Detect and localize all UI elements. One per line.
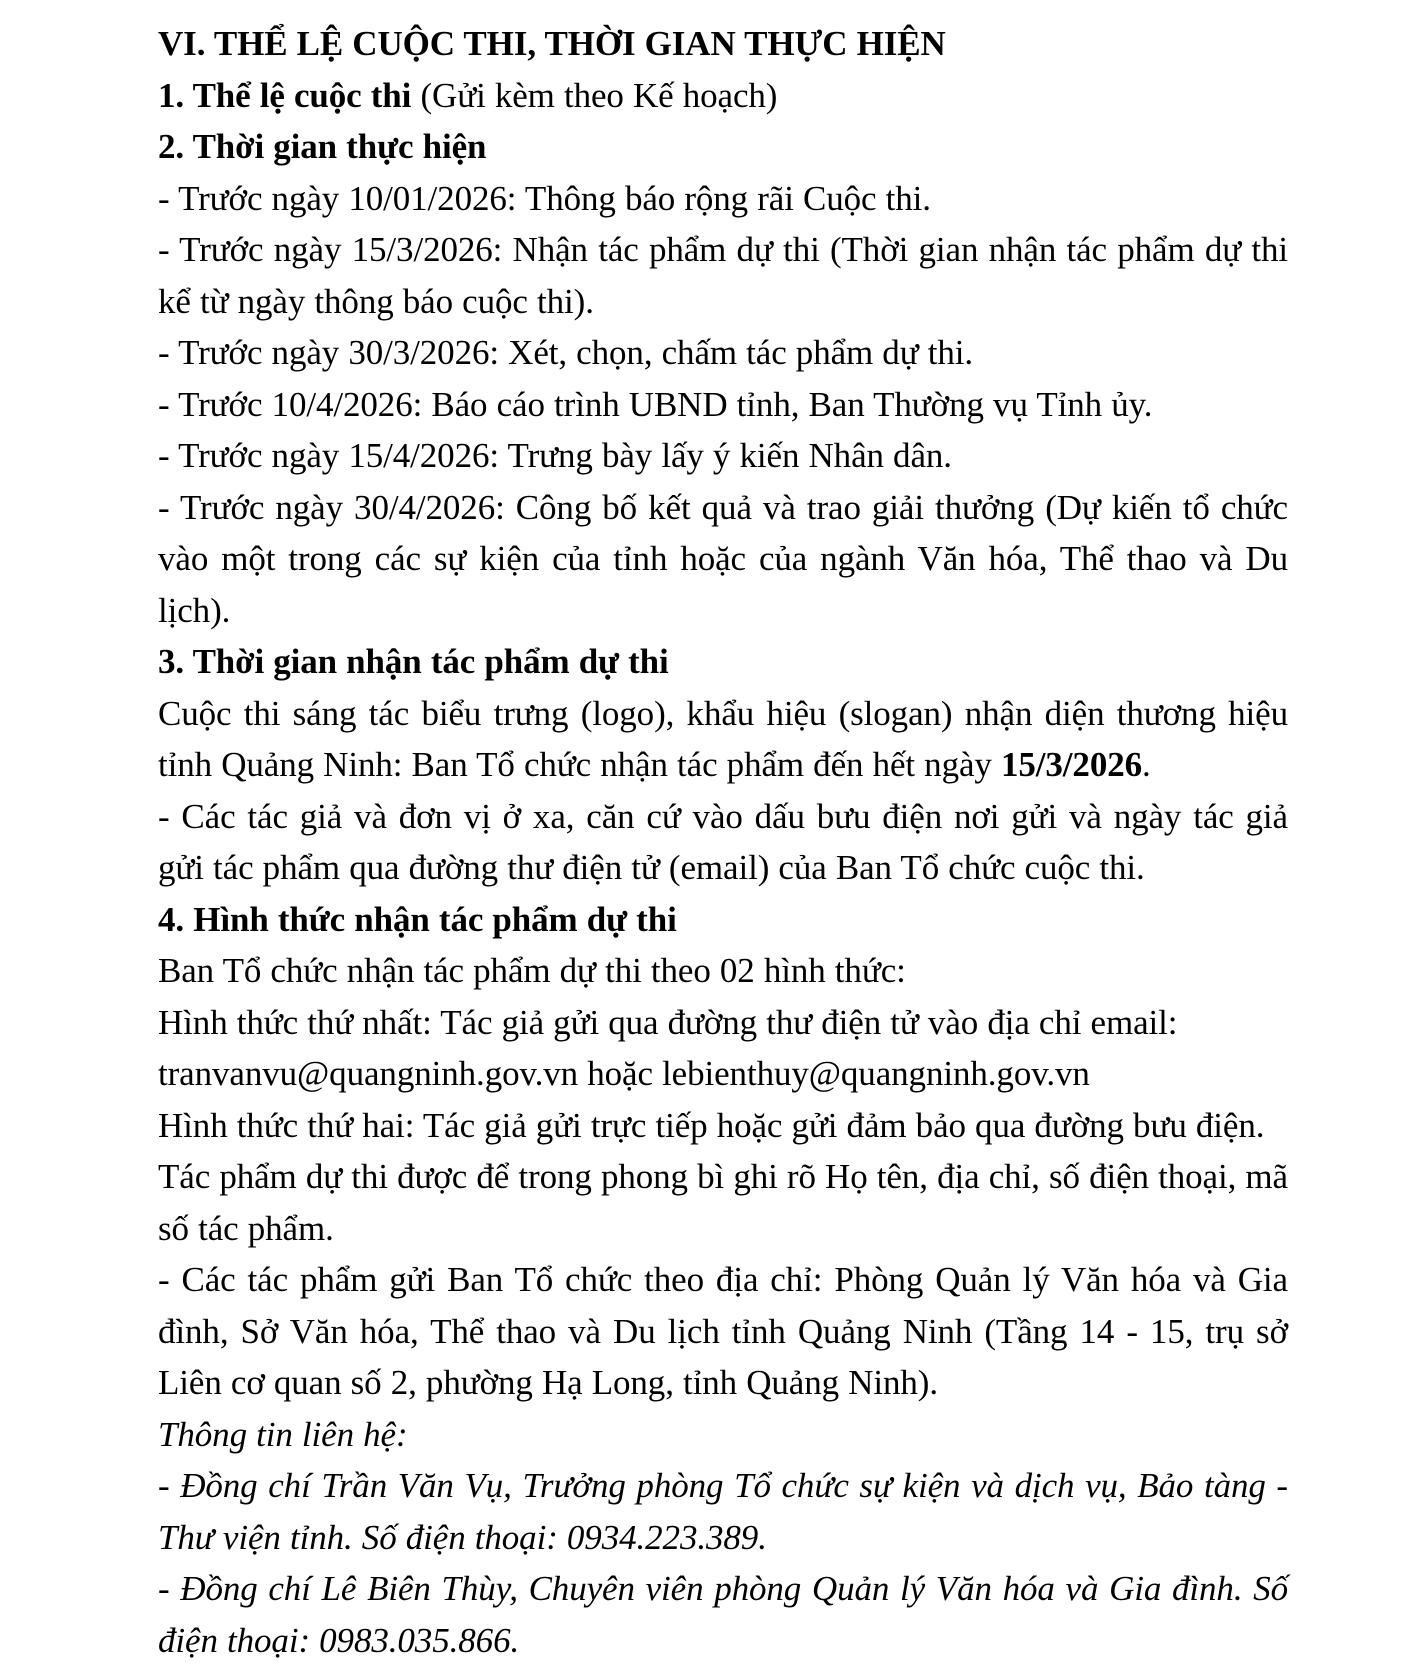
- item-4-form-1-line: Hình thức thứ nhất: Tác giả gửi qua đường thư điện tử vào địa chỉ email:: [158, 1002, 1178, 1042]
- section-heading: VI. THỂ LỆ CUỘC THI, THỜI GIAN THỰC HIỆN: [158, 24, 946, 63]
- item-1-rest: (Gửi kèm theo Kế hoạch): [411, 75, 778, 115]
- contact-heading: Thông tin liên hệ:: [158, 1414, 408, 1454]
- item-4-form-2-line: Hình thức thứ hai: Tác giả gửi trực tiếp hoặc gửi đảm bảo qua đường bưu điện.: [158, 1105, 1265, 1145]
- item-4-mailing-address: - Các tác phẩm gửi Ban Tổ chức theo địa chỉ: Phòng Quản lý Văn hóa và Gia đình, Sở Văn hóa, Thể thao và Du lịch tỉnh Quảng Ninh (Tầng 14 - 15, trụ sở Liên cơ quan số 2, phường Hạ Long, tỉnh Quảng Ninh).: [158, 1260, 1288, 1402]
- item-3-text-after: .: [1142, 745, 1151, 784]
- contact-person-2: - Đồng chí Lê Biên Thùy, Chuyên viên phòng Quản lý Văn hóa và Gia đình. Số điện thoại: 0983.035.866.: [158, 1569, 1288, 1660]
- item-4-email-addresses: tranvanvu@quangninh.gov.vn hoặc lebienthuy@quangninh.gov.vn: [158, 1054, 1090, 1093]
- item-2-bullet-4: - Trước 10/4/2026: Báo cáo trình UBND tỉnh, Ban Thường vụ Tỉnh ủy.: [158, 384, 1153, 424]
- item-4-intro: Ban Tổ chức nhận tác phẩm dự thi theo 02 hình thức:: [158, 951, 906, 990]
- item-4-label: 4. Hình thức nhận tác phẩm dự thi: [158, 899, 677, 939]
- item-3-bullet: - Các tác giả và đơn vị ở xa, căn cứ vào dấu bưu điện nơi gửi và ngày tác giả gửi tác phẩm qua đường thư điện tử (email) của Ban Tổ chức cuộc thi.: [158, 796, 1288, 887]
- item-2-bullet-2: - Trước ngày 15/3/2026: Nhận tác phẩm dự thi (Thời gian nhận tác phẩm dự thi kể từ ngày thông báo cuộc thi).: [158, 230, 1288, 321]
- item-2-label: 2. Thời gian thực hiện: [158, 127, 487, 166]
- item-2-bullet-5: - Trước ngày 15/4/2026: Trưng bày lấy ý kiến Nhân dân.: [158, 436, 952, 475]
- contact-person-1: - Đồng chí Trần Văn Vụ, Trưởng phòng Tổ chức sự kiện và dịch vụ, Bảo tàng - Thư viện tỉnh. Số điện thoại: 0934.223.389.: [158, 1466, 1288, 1557]
- item-4-envelope-requirements: Tác phẩm dự thi được để trong phong bì ghi rõ Họ tên, địa chỉ, số điện thoại, mã số tác phẩm.: [158, 1157, 1288, 1248]
- item-2-bullet-6: - Trước ngày 30/4/2026: Công bố kết quả và trao giải thưởng (Dự kiến tổ chức vào một trong các sự kiện của tỉnh hoặc của ngành Văn hóa, Thể thao và Du lịch).: [158, 487, 1288, 630]
- item-1-line: [158, 70, 1288, 122]
- item-2-bullet-1: - Trước ngày 10/01/2026: Thông báo rộng rãi Cuộc thi.: [158, 178, 931, 218]
- item-1-label: 1. Thể lệ cuộc thi: [158, 75, 412, 115]
- item-3-paragraph: [158, 688, 1288, 791]
- item-3-label: 3. Thời gian nhận tác phẩm dự thi: [158, 642, 669, 681]
- item-2-bullet-3: - Trước ngày 30/3/2026: Xét, chọn, chấm tác phẩm dự thi.: [158, 333, 974, 372]
- item-3-deadline-date: 15/3/2026: [1000, 745, 1143, 784]
- item-3-text-before: Cuộc thi sáng tác biểu trưng (logo), khẩu hiệu (slogan) nhận diện thương hiệu tỉnh Quảng Ninh: Ban Tổ chức nhận tác phẩm đến hết ngày: [158, 693, 1288, 784]
